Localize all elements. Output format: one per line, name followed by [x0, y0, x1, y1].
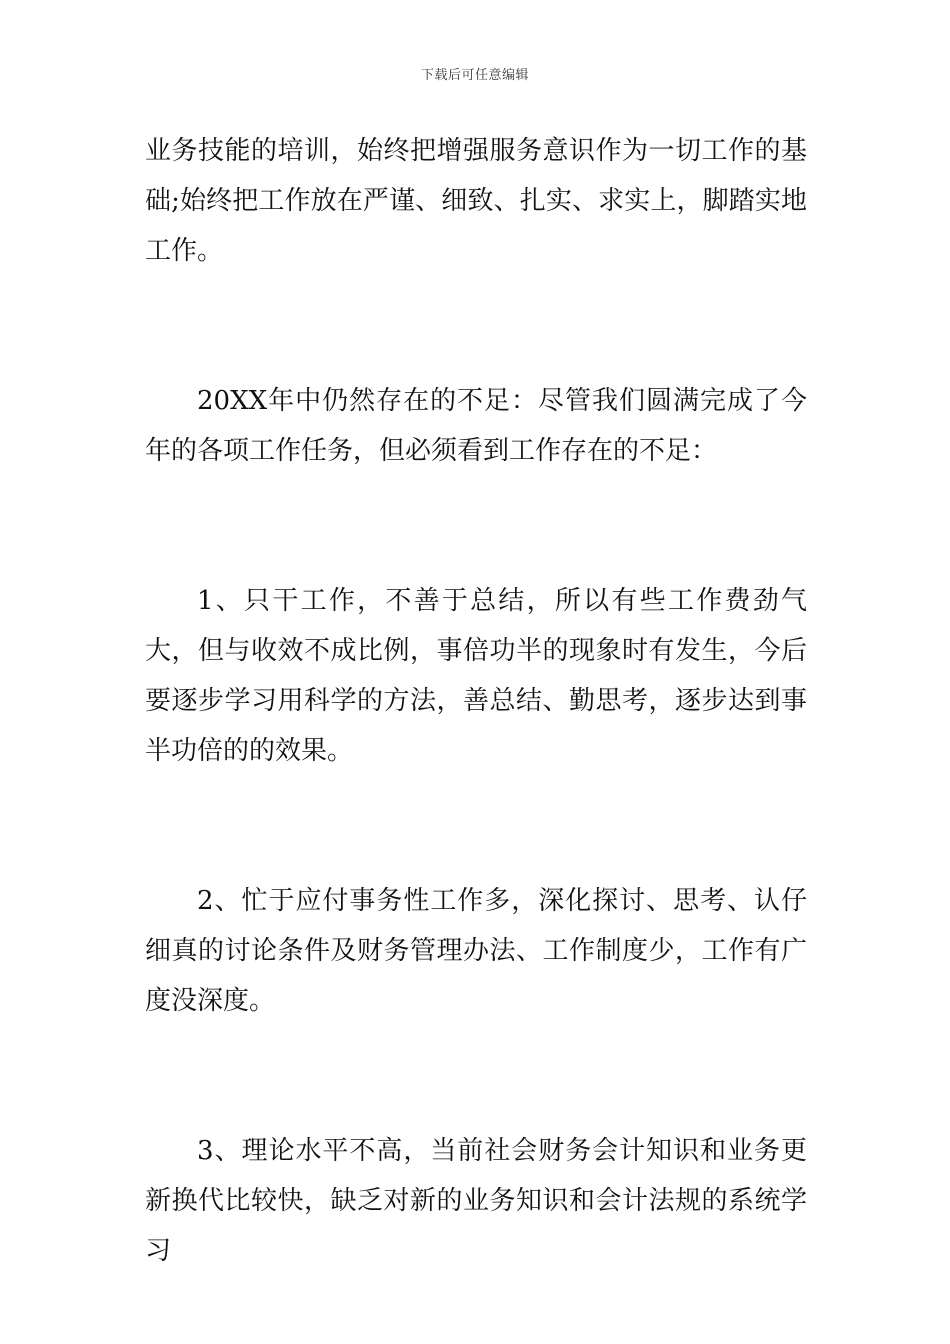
document-body — [145, 126, 807, 1276]
paragraph-shortcomings-intro: 20XX年中仍然存在的不足：尽管我们圆满完成了今年的各项工作任务，但必须看到工作存在的不足： — [145, 386, 807, 466]
paragraph-point-1: 1、只干工作，不善于总结，所以有些工作费劲气大，但与收效不成比例，事倍功半的现象时有发生，今后要逐步学习用科学的方法，善总结、勤思考，逐步达到事半功倍的的效果。 — [145, 586, 807, 766]
page-header: 下载后可任意编辑 — [420, 68, 529, 83]
paragraph-continuation: 业务技能的培训，始终把增强服务意识作为一切工作的基础;始终把工作放在严谨、细致、扎实、求实上，脚踏实地工作。 — [145, 136, 807, 266]
paragraph-point-3: 3、理论水平不高，当前社会财务会计知识和业务更新换代比较快，缺乏对新的业务知识和会计法规的系统学习 — [145, 1136, 807, 1266]
paragraph-point-2: 2、忙于应付事务性工作多，深化探讨、思考、认仔细真的讨论条件及财务管理办法、工作制度少，工作有广度没深度。 — [145, 886, 807, 1016]
